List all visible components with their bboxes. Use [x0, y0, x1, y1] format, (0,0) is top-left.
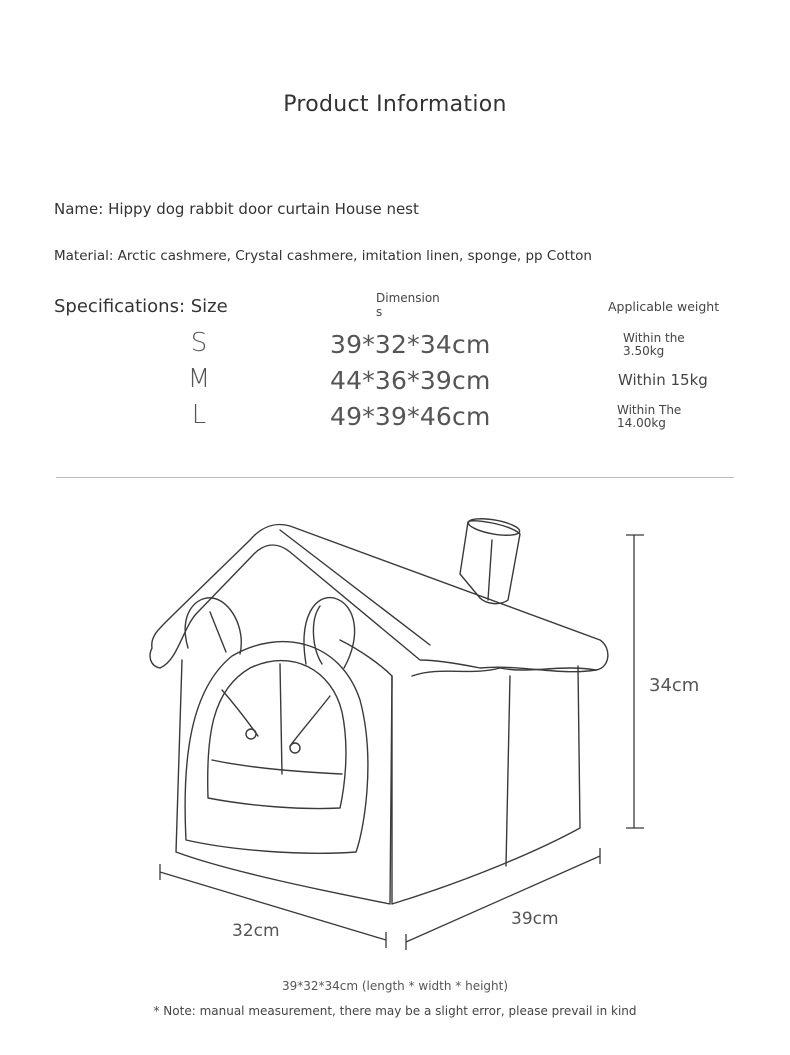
door-arch-outer: [185, 642, 368, 854]
curtain-center: [280, 664, 282, 774]
dimensions-header: Dimensions: [376, 291, 440, 319]
length-label: 32cm: [232, 921, 280, 941]
size-l: L: [191, 400, 207, 430]
right-ear: [304, 598, 355, 668]
weight-header: Applicable weight: [608, 299, 720, 314]
product-material: Material: Arctic cashmere, Crystal cashmere, imitation linen, sponge, pp Cotton: [54, 248, 592, 264]
right-curtain: [290, 696, 330, 746]
page-title: Product Information: [283, 92, 507, 117]
specifications-label: Specifications: Size: [54, 296, 228, 317]
side-seam: [506, 676, 510, 866]
dimensions-m: 44*36*39cm: [330, 366, 491, 395]
curtain-hem: [212, 760, 342, 774]
pet-house-diagram: [0, 490, 790, 970]
weight-m: Within 15kg: [618, 371, 708, 389]
product-name: Name: Hippy dog rabbit door curtain House nest: [54, 200, 419, 218]
side-wall: [392, 666, 580, 904]
dimensions-caption: 39*32*34cm (length * width * height): [281, 979, 509, 993]
measurement-note: * Note: manual measurement, there may be a slight error, please prevail in kind: [153, 1004, 637, 1018]
door-arch-inner: [208, 661, 346, 809]
dimensions-s: 39*32*34cm: [330, 330, 491, 359]
weight-l: Within The 14.00kg: [617, 403, 682, 430]
height-label: 34cm: [649, 675, 700, 696]
size-s: S: [190, 328, 208, 358]
section-divider: [56, 477, 734, 478]
weight-s: Within the 3.50kg: [623, 331, 685, 358]
dimensions-l: 49*39*46cm: [330, 402, 491, 431]
left-ear-inner: [210, 612, 226, 652]
right-ear-inner: [313, 606, 322, 664]
roof-outline: [150, 525, 608, 672]
left-ear: [185, 598, 241, 654]
chimney-side: [488, 540, 492, 600]
size-m: M: [187, 364, 211, 394]
width-label: 39cm: [511, 909, 559, 929]
